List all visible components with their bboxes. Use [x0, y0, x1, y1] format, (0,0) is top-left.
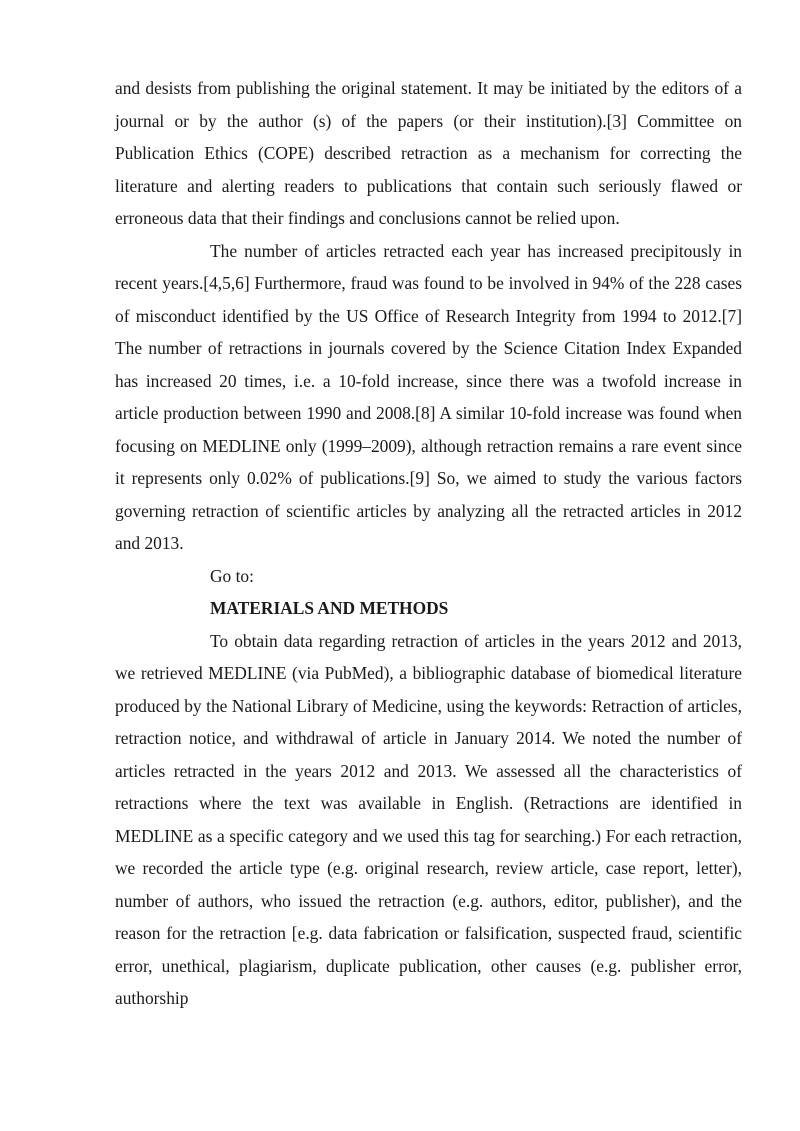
body-paragraph: The number of articles retracted each year has increased precipitously in recent years.[4,5,6] Furthermore, fraud was found to be involved in 94% of the 228 cases of misconduct identified by the US Office of Research Integrity from 1994 to 2012.[7] The number of retractions in journals covered by the Science Citation Index Expanded has increased 20 times, i.e. a 10-fold increase, since there was a twofold increase in article production between 1990 and 2008.[8] A similar 10-fold increase was found when focusing on MEDLINE only (1999–2009), although retraction remains a rare event since it represents only 0.02% of publications.[9] So, we aimed to study the various factors governing retraction of scientific articles by analyzing all the retracted articles in 2012 and 2013. [115, 240, 742, 553]
body-paragraph: and desists from publishing the original statement. It may be initiated by the editors of a journal or by the author (s) of the papers (or their institution).[3] Committee on Publication Ethics (COPE) described retraction as a mechanism for correcting the literature and alerting readers to publications that contain such seriously flawed or erroneous data that their findings and conclusions cannot be relied upon. [115, 78, 742, 228]
body-paragraph: To obtain data regarding retraction of articles in the years 2012 and 2013, we retrieved MEDLINE (via PubMed), a bibliographic database of biomedical literature produced by the National Library of Medicine, using the keywords: Retraction of articles, retraction notice, and withdrawal of article in January 2014. We noted the number of articles retracted in the years 2012 and 2013. We assessed all the characteristics of retractions where the text was available in English. (Retractions are identified in MEDLINE as a specific category and we used this tag for searching.) For each retraction, we recorded the article type (e.g. original research, review article, case report, letter), number of authors, who issued the retraction (e.g. authors, editor, publisher), and the reason for the retraction [e.g. data fabrication or falsification, suspected fraud, scientific error, unethical, plagiarism, duplicate publication, other causes (e.g. publisher error, authorship [115, 630, 742, 1008]
document-page [115, 72, 742, 1015]
section-heading: MATERIALS AND METHODS [210, 598, 449, 618]
goto-link[interactable]: Go to: [210, 565, 254, 586]
